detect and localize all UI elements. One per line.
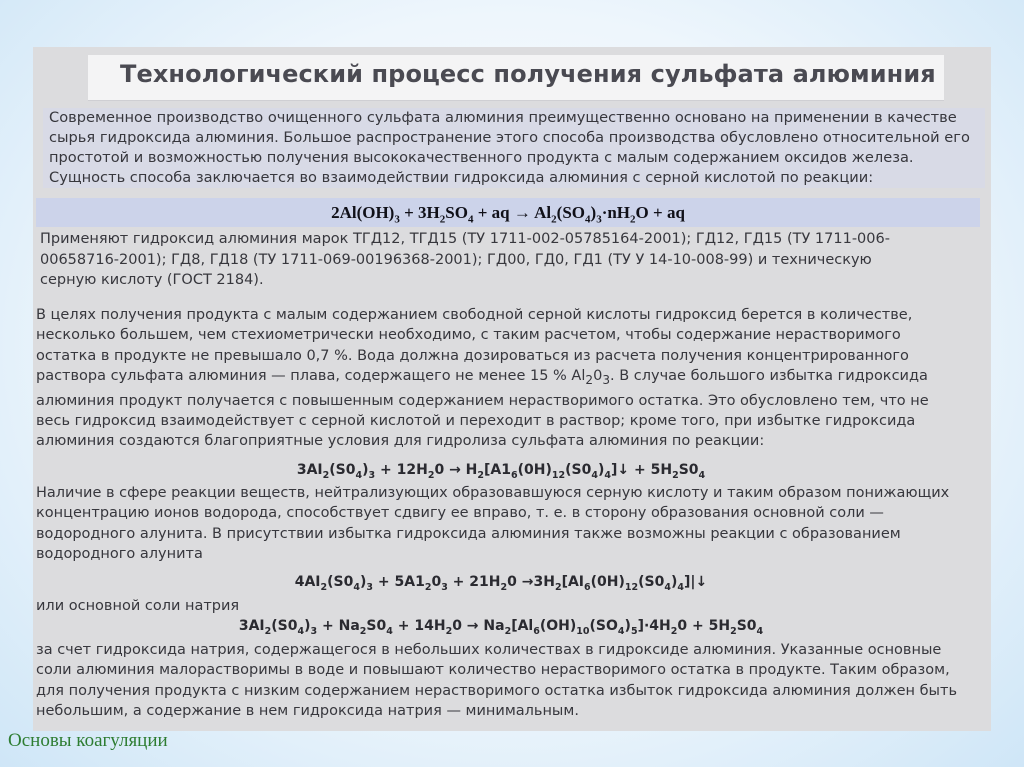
text-line: раствора сульфата алюминия — плава, содержащего не менее 15 % $Al_20_3$. В случае большого избытка гидроксида xyxy=(36,368,928,388)
text-line: серную кислоту (ГОСТ 2184). xyxy=(40,272,264,288)
text-line: Применяют гидроксид алюминия марок ТГД12, ТГД15 (ТУ 1711-002-05785164-2001); ГД12, ГД15 (ТУ 1711-006- xyxy=(40,231,890,247)
text-line: 00658716-2001); ГД8, ГД18 (ТУ 1711-069-00196368-2001); ГД00, ГД0, ГД1 (ТУ У 14-10-008-99) и техническую xyxy=(40,251,872,268)
or-text: или основной соли натрия xyxy=(36,598,240,614)
conclusion-paragraph xyxy=(36,640,971,722)
sodium-salt-equation: $3AI_2(S0_4)_3 + Na_2S0_4 + 14H_20 \to Na_2[Al_6(OH)_{10}(SO_4)_5]\cdot 4H_20 + 5H_2S0_4$ xyxy=(238,618,764,637)
main-equation-band xyxy=(36,198,980,227)
text-line: простотой и возможностью получения высококачественного продукта с малым содержанием оксидов железа. xyxy=(49,149,914,166)
page-title: Технологический процесс получения сульфата алюминия xyxy=(120,60,936,88)
alunite-equation: $4AI_2(S0_4)_3 + 5A1_20_3 + 21H_20$ $\to 3H_2[AI_6(0H)_{12}(S0_4)_4]|↓$ xyxy=(294,574,708,593)
main-equation: $2Al(OH)_3 + 3H_2SO_4$ + aq → $Al_2(SO_4)_3\cdot nH_2O$ + aq xyxy=(331,203,685,226)
text-line: сырья гидроксида алюминия. Большое распространение этого способа производства обусловлено относительной его xyxy=(49,129,970,146)
text-line: Сущность способа заключается во взаимодействии гидроксида алюминия с серной кислотой по реакции: xyxy=(49,169,874,186)
text-line: небольшим, а содержание в нем гидроксида натрия — минимальным. xyxy=(36,703,579,720)
intro-paragraph xyxy=(43,108,985,188)
text-line: за счет гидроксида натрия, содержащегося в небольших количествах в гидроксиде алюминия. Указанные основные xyxy=(36,642,942,658)
text-line: несколько большем, чем стехиометрически необходимо, с таким расчетом, чтобы содержание нерастворимого xyxy=(36,327,901,344)
raw-materials-paragraph xyxy=(40,229,965,291)
text-line: Современное производство очищенного сульфата алюминия преимущественно основано на применении в качестве xyxy=(49,109,957,126)
text-line: Наличие в сфере реакции веществ, нейтрализующих образовавшуюся серную кислоту и таким образом понижающих xyxy=(36,485,950,501)
text-line: весь гидроксид взаимодействует с серной кислотой и переходит в раствор; кроме того, при избытке гидроксида xyxy=(36,412,916,429)
text-line: для получения продукта с низким содержанием нерастворимого остатка избыток гидроксида алюминия должен быть xyxy=(36,682,957,699)
hydrolysis-equation: $3AI_2(S0_4)_3 + 12H_20$ → $H_2[A1_6(0H)_{12}(S0_4)_4]↓ + 5H_2S0_4$ xyxy=(296,462,706,481)
text-line: остатка в продукте не превышало 0,7 %. Вода должна дозироваться из расчета получения концентрированного xyxy=(36,347,909,364)
text-line: водородного алунита xyxy=(36,546,203,563)
text-line: соли алюминия малорастворимы в воде и повышают количество нерастворимого остатка в продукте. Таким образом, xyxy=(36,662,950,679)
text-line: водородного алунита. В присутствии избытка гидроксида алюминия также возможны реакции с образованием xyxy=(36,525,901,542)
text-line: концентрацию ионов водорода, способствует сдвигу ее вправо, т. е. в сторону образования основной соли — xyxy=(36,505,884,522)
footer-caption: Основы коагуляции xyxy=(8,730,168,751)
neutralization-paragraph xyxy=(36,483,971,565)
text-line: В целях получения продукта с малым содержанием свободной серной кислоты гидроксид берется в количестве, xyxy=(36,307,913,323)
text-line: алюминия продукт получается с повышенным содержанием нерастворимого остатка. Это обусловлено тем, что не xyxy=(36,392,929,409)
text-line: алюминия создаются благоприятные условия для гидролиза сульфата алюминия по реакции: xyxy=(36,433,765,450)
dosing-paragraph xyxy=(36,305,966,452)
